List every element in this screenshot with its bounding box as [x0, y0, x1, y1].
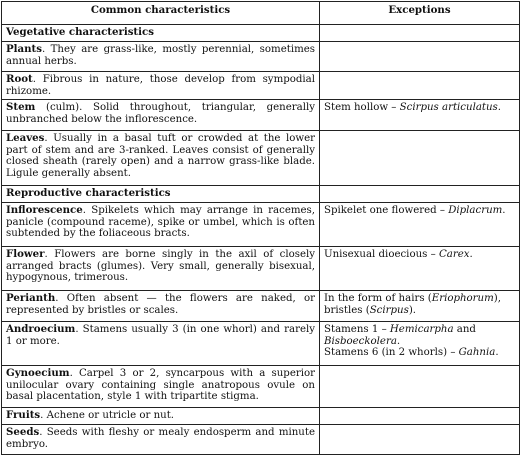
header-characteristics: Common characteristics [2, 2, 320, 25]
genus-name: Gahnia [458, 347, 496, 358]
exception-cell [320, 291, 520, 322]
exception-text: and [453, 324, 476, 335]
exception-entry [324, 324, 515, 347]
exception-text: Unisexual dioecious – [324, 249, 439, 260]
table-row [2, 100, 520, 131]
exception-text: ), bristles ( [324, 293, 501, 316]
table-row [2, 408, 520, 425]
characteristic-description: (culm). Solid throughout, triangular, generally unbranched below the inflorescence. [6, 102, 315, 125]
characteristic-term: Androecium [6, 323, 76, 335]
exception-cell [320, 25, 520, 42]
characteristic-term: Flower [6, 248, 45, 260]
characteristic-description: . Usually in a basal tuft or crowded at the lower part of stem and are 3-ranked. Leaves consist of generally closed sheath (rarely open) and a narrow grass-like blade. Ligule generally absent. [6, 133, 315, 179]
characteristic-cell [2, 100, 320, 131]
exception-cell [320, 42, 520, 72]
characteristic-term: Root [6, 73, 33, 85]
exception-entry [324, 102, 515, 114]
characteristic-term: Seeds [6, 426, 40, 438]
exception-cell [320, 131, 520, 186]
characteristic-term: Stem [6, 101, 36, 113]
genus-name: Hemicarpha [389, 324, 454, 335]
characteristic-cell [2, 322, 320, 366]
characteristic-description: . Achene or utricle or nut. [40, 410, 175, 421]
exception-text: In the form of hairs ( [324, 293, 432, 304]
characteristic-description: . Spikelets which may arrange in racemes, panicle (compound raceme), spike or umbel, which is often subtended by the foliaceous bracts. [6, 205, 315, 239]
table-row [2, 247, 520, 291]
table-row [2, 72, 520, 100]
exception-cell [320, 408, 520, 425]
characteristic-term: Perianth [6, 292, 56, 304]
characteristic-cell [2, 203, 320, 247]
header-exceptions: Exceptions [320, 2, 520, 25]
characteristic-description: . Often absent — the flowers are naked, or represented by bristles or scales. [6, 293, 315, 316]
characteristic-cell [2, 291, 320, 322]
table-row [2, 366, 520, 408]
table-row [2, 291, 520, 322]
exception-text: ). [408, 304, 417, 316]
exception-cell [320, 322, 520, 366]
exception-text: . [502, 205, 506, 216]
characteristic-description: . Stamens usually 3 (in one whorl) and rarely 1 or more. [6, 324, 315, 347]
exception-entry [324, 347, 515, 359]
table-row [2, 203, 520, 247]
exception-cell [320, 425, 520, 455]
exception-entry [324, 293, 515, 316]
characteristics-table [1, 1, 520, 455]
genus-name: Carex [438, 249, 470, 260]
characteristic-description: . Carpel 3 or 2, syncarpous with a superior unilocular ovary containing single anatropous ovule on basal placentation, style 1 with tripartite stigma. [6, 368, 315, 402]
table-row [2, 425, 520, 455]
exception-text: Stem hollow – [324, 102, 400, 113]
characteristic-cell [2, 42, 320, 72]
characteristic-cell [2, 72, 320, 100]
exception-cell [320, 366, 520, 408]
table-row [2, 322, 520, 366]
characteristic-cell [2, 408, 320, 425]
genus-name: Bisboeckolera [324, 335, 397, 347]
genus-name: Diplacrum [448, 205, 503, 216]
table-row [2, 131, 520, 186]
exception-text: . [497, 102, 502, 113]
characteristic-term: Leaves [6, 132, 45, 144]
section-row [2, 25, 520, 42]
exception-text: Stamens 1 – [324, 324, 390, 335]
characteristic-description: . They are grass-like, mostly perennial, sometimes annual herbs. [6, 44, 315, 67]
section-row [2, 186, 520, 203]
characteristic-term: Gynoecium [6, 367, 70, 379]
exception-cell [320, 186, 520, 203]
characteristic-cell [2, 131, 320, 186]
genus-name: Scirpus [369, 304, 409, 316]
section-title-text: Vegetative characteristics [6, 26, 154, 38]
document-page [1, 1, 519, 457]
section-title [2, 186, 320, 203]
header-row [2, 2, 520, 25]
table-row [2, 42, 520, 72]
exception-entry [324, 249, 515, 261]
characteristic-cell [2, 247, 320, 291]
characteristic-description: . Fibrous in nature, those develop from sympodial rhizome. [6, 74, 315, 97]
exception-text: . [495, 347, 499, 358]
characteristic-term: Fruits [6, 409, 41, 421]
characteristic-term: Inflorescence [6, 204, 83, 216]
characteristic-description: . Seeds with fleshy or mealy endosperm and minute embryo. [6, 427, 315, 450]
characteristic-cell [2, 425, 320, 455]
exception-text: Stamens 6 (in 2 whorls) – [324, 347, 459, 358]
exception-cell [320, 100, 520, 131]
exception-text: Spikelet one flowered – [324, 205, 449, 216]
genus-name: Scirpus articulatus [399, 102, 498, 113]
exception-text: . [396, 335, 401, 347]
table-body [2, 25, 520, 455]
genus-name: Eriophorum [431, 293, 494, 304]
characteristic-description: . Flowers are borne singly in the axil of closely arranged bracts (glumes). Very small, generally bisexual, hypogynous, trimerous. [6, 249, 315, 283]
exception-cell [320, 72, 520, 100]
characteristic-cell [2, 366, 320, 408]
section-title-text: Reproductive characteristics [6, 187, 171, 199]
characteristic-term: Plants [6, 43, 42, 55]
exception-text: . [469, 249, 473, 260]
exception-entry [324, 205, 515, 217]
exception-cell [320, 203, 520, 247]
section-title [2, 25, 320, 42]
exception-cell [320, 247, 520, 291]
